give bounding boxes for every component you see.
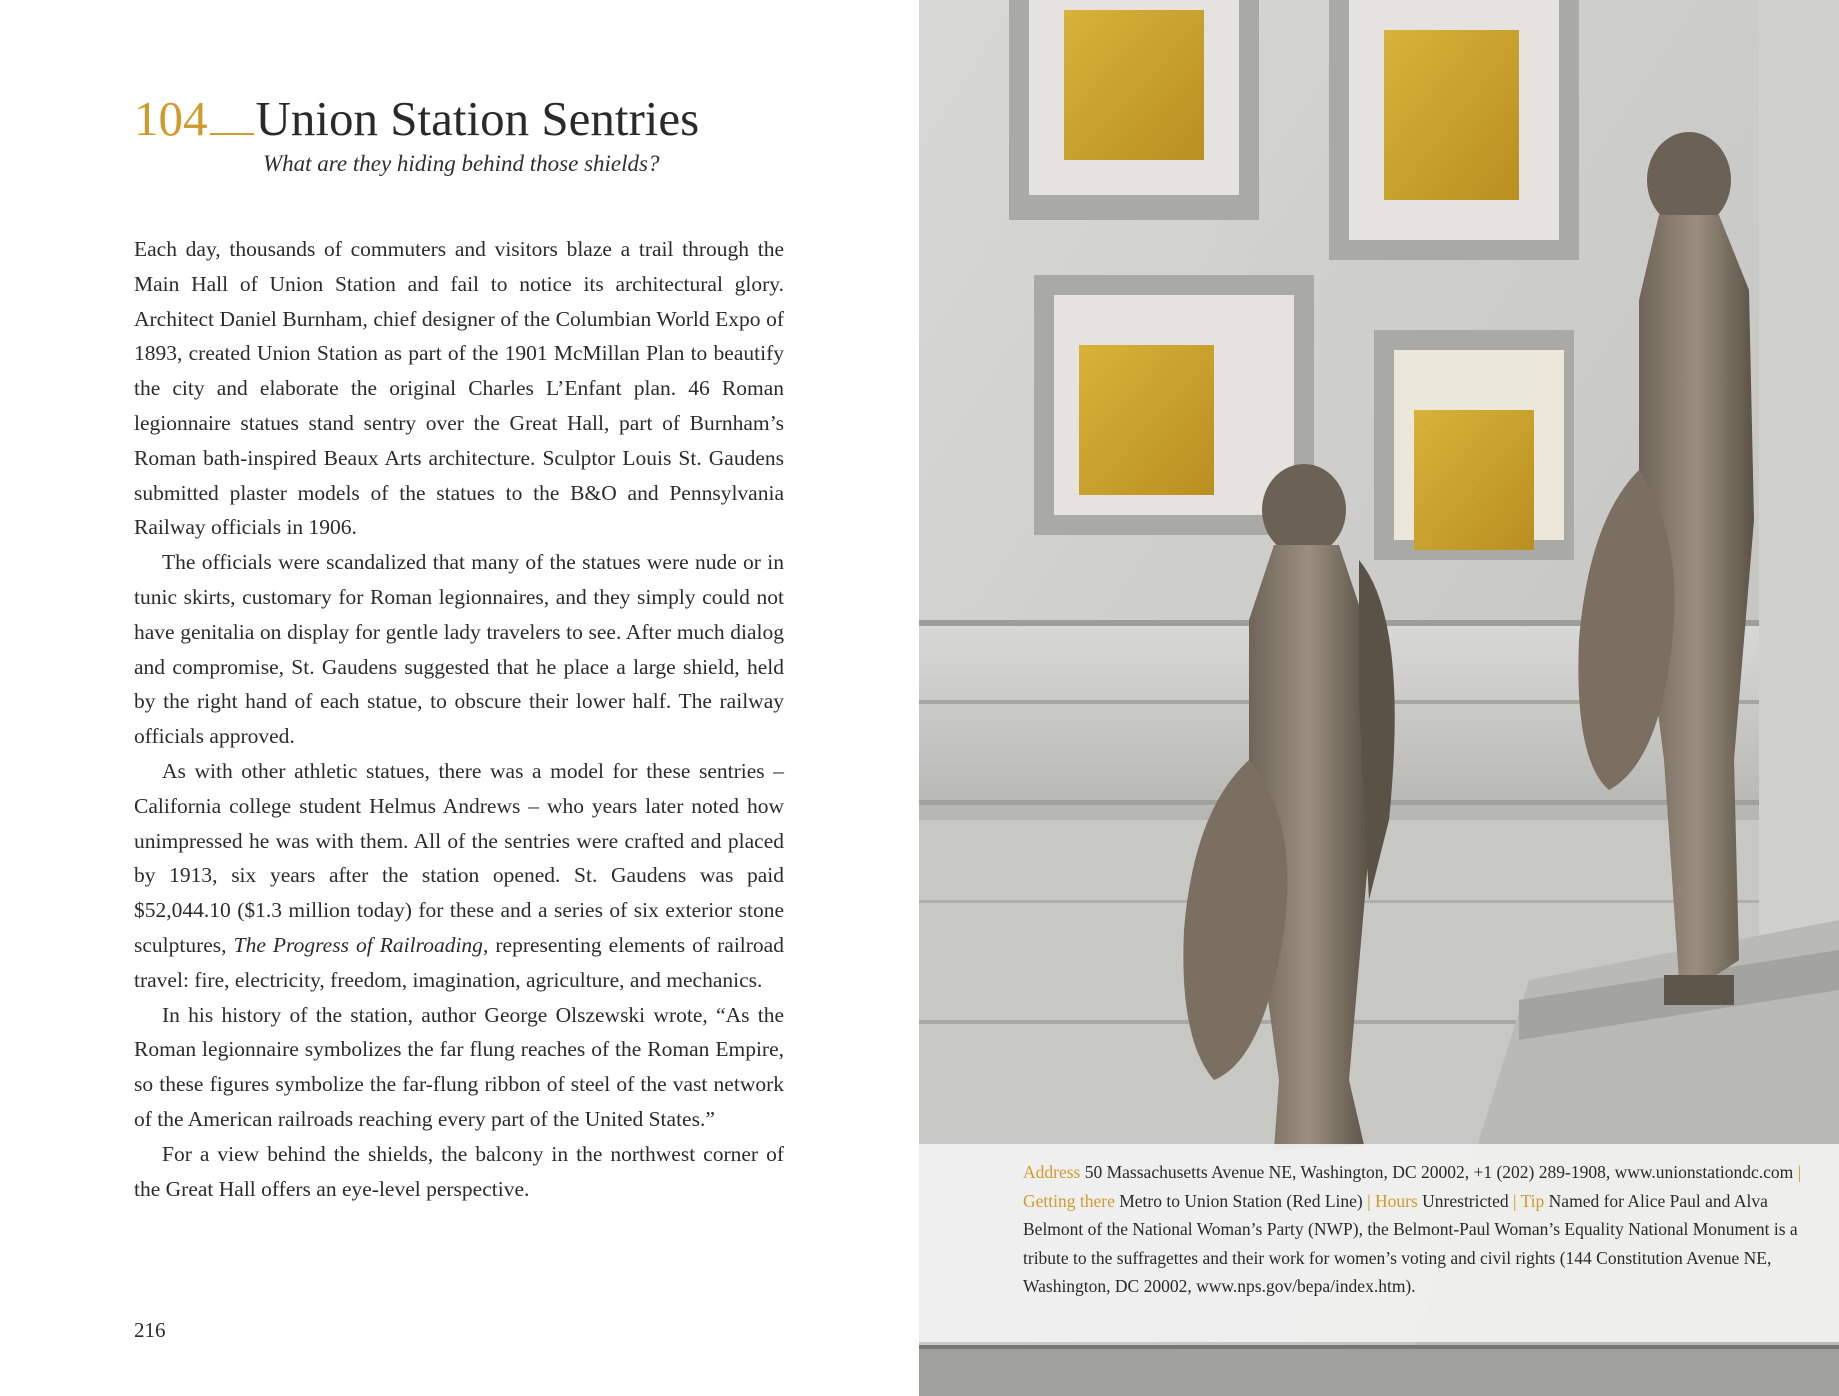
chapter-heading (134, 90, 699, 147)
hours-value: Unrestricted (1422, 1190, 1509, 1211)
coffer-top-right (1329, 0, 1579, 260)
tip-label: Tip (1520, 1190, 1545, 1211)
right-page (919, 0, 1839, 1396)
address-label: Address (1023, 1162, 1081, 1182)
tip-value: Named for Alice Paul and Alva Belmont of the National Woman’s Party (NWP), the Belmont-Paul Woman’s Equality National Monument is a tribute to the suffragettes and their work for women’s voting and civil rights (144 Constitution Avenue NE, Washington, DC 20002, www.nps.gov/bepa/index.htm). (1023, 1190, 1798, 1296)
chapter-title: Union Station Sentries (255, 91, 700, 146)
chapter-number: 104 (134, 91, 208, 146)
info-text (1023, 1158, 1813, 1301)
paragraph-3-text-b: , representing elements of railroad travel: fire, electricity, freedom, imagination, agriculture, and mechanics. (134, 932, 784, 992)
hours-label: Hours (1375, 1190, 1418, 1211)
page-number: 216 (134, 1318, 166, 1342)
paragraph-2: The officials were scandalized that many of the statues were nude or in tunic skirts, customary for Roman legionnaires, and they simply could not have genitalia on display for gentle lady travelers to see. After much dialog and compromise, St. Gaudens suggested that he place a large shield, held by the right hand of each statue, to obscure their lower half. The railway officials approved. (134, 550, 784, 749)
separator: | (1367, 1190, 1371, 1211)
left-page (0, 0, 919, 1396)
body-text (134, 232, 784, 1206)
paragraph-3 (134, 754, 784, 998)
paragraph-5: For a view behind the shields, the balcony in the northwest corner of the Great Hall offers an eye-level perspective. (134, 1141, 784, 1201)
paragraph-3-text-a: As with other athletic statues, there was a model for these sentries – California college student Helmus Andrews – who years later noted how unimpressed he was with them. All of the sentries were crafted and placed by 1913, six years after the station opened. St. Gaudens was paid $52,044.10 ($1.3 million today) for these and a series of six exterior stone sculptures, (134, 758, 784, 957)
separator: | (1797, 1162, 1802, 1182)
getting-there-label: Getting there (1023, 1190, 1115, 1211)
coffer-top-left (1009, 0, 1259, 220)
paragraph-1: Each day, thousands of commuters and visitors blaze a trail through the Main Hall of Union Station and fail to notice its architectural glory. Architect Daniel Burnham, chief designer of the Columbian World Expo of 1893, created Union Station as part of the 1901 McMillan Plan to beautify the city and elaborate the original Charles L’Enfant plan. 46 Roman legionnaire statues stand sentry over the Great Hall, part of Burnham’s Roman bath-inspired Beaux Arts architecture. Sculptor Louis St. Gaudens submitted plaster models of the statues to the B&O and Pennsylvania Railway officials in 1906. (134, 237, 784, 540)
getting-there-value: Metro to Union Station (Red Line) (1119, 1190, 1363, 1211)
artwork-title: The Progress of Railroading (233, 932, 483, 957)
coffer-mid-right (1374, 330, 1574, 560)
heading-rule (210, 133, 254, 135)
paragraph-4: In his history of the station, author George Olszewski wrote, “As the Roman legionnaire symbolizes the far flung reaches of the Roman Empire, so these figures symbolize the far-flung ribbon of steel of the vast network of the American railroads reaching every part of the United States.” (134, 1002, 784, 1131)
chapter-subtitle: What are they hiding behind those shields? (263, 151, 660, 176)
separator: | (1513, 1190, 1517, 1211)
address-value: 50 Massachusetts Avenue NE, Washington, DC 20002, +1 (202) 289-1908, www.unionstationdc.com (1084, 1162, 1794, 1182)
